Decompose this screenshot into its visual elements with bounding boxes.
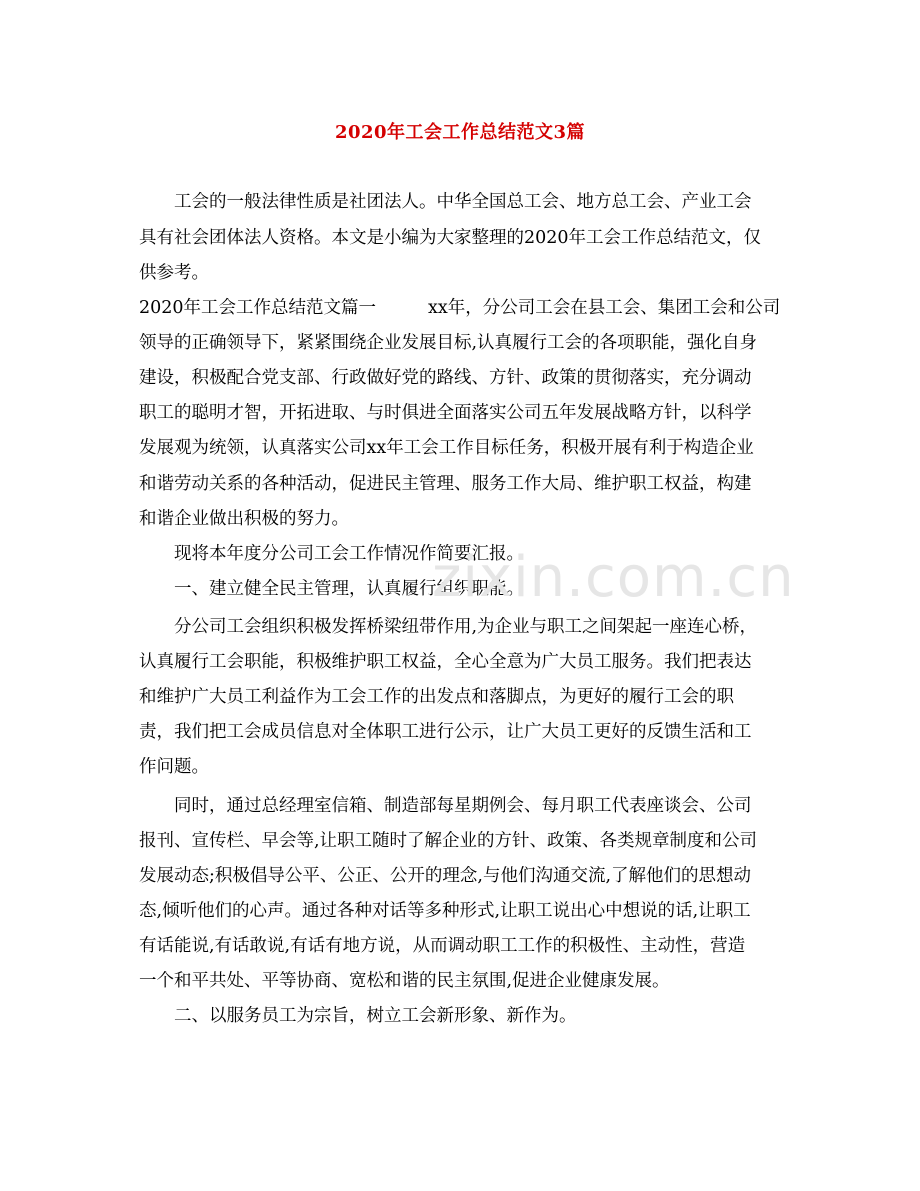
paragraph-line: 作问题。 <box>139 757 209 777</box>
paragraph-line: 发展动态;积极倡导公平、公正、公开的理念,与他们沟通交流,了解他们的思想动 <box>139 866 752 886</box>
paragraph-line: 工会的一般法律性质是社团法人。中华全国总工会、地方总工会、产业工会 <box>174 192 752 212</box>
paragraph-line: 有话能说,有话敢说,有话有地方说，从而调动职工工作的积极性、主动性，营造 <box>139 936 746 956</box>
paragraph-line: 领导的正确领导下，紧紧围绕企业发展目标,认真履行工会的各项职能，强化自身 <box>139 333 758 353</box>
paragraph-line: 同时，通过总经理室信箱、制造部每星期例会、每月职工代表座谈会、公司 <box>174 796 752 816</box>
paragraph-line: 和维护广大员工利益作为工会工作的出发点和落脚点，为更好的履行工会的职 <box>139 687 734 707</box>
paragraph-line: 和谐企业做出积极的努力。 <box>139 509 349 529</box>
paragraph-line: 态,倾听他们的心声。通过各种对话等多种形式,让职工说出心中想说的话,让职工 <box>139 901 751 921</box>
paragraph-line: 发展观为统领，认真落实公司xx年工会工作目标任务，积极开展有利于构造企业 <box>139 438 754 458</box>
paragraph-line: 现将本年度分公司工会工作情况作简要汇报。 <box>174 544 524 564</box>
paragraph-line: 具有社会团体法人资格。本文是小编为大家整理的2020年工会工作总结范文，仅 <box>139 228 762 248</box>
paragraph-line: 分公司工会组织积极发挥桥梁纽带作用,为企业与职工之间架起一座连心桥， <box>174 617 758 637</box>
watermark: zixin.com.cn <box>432 545 795 610</box>
paragraph-line: 报刊、宣传栏、早会等,让职工随时了解企业的方针、政策、各类规章制度和公司 <box>139 831 758 851</box>
paragraph-line: 认真履行工会职能，积极维护职工权益，全心全意为广大员工服务。我们把表达 <box>139 652 752 672</box>
paragraph-line: 职工的聪明才智，开拓进取、与时俱进全面落实公司五年发展战略方针，以科学 <box>139 403 752 423</box>
paragraph-text: xx年，分公司工会在县工会、集团工会和公司 <box>428 298 781 318</box>
paragraph-line: 供参考。 <box>139 263 209 283</box>
paragraph-line: 建设，积极配合党支部、行政做好党的路线、方针、政策的贯彻落实，充分调动 <box>139 368 752 388</box>
document-title: 2020年工会工作总结范文3篇 <box>334 122 586 143</box>
paragraph-line: 一个和平共处、平等协商、宽松和谐的民主氛围,促进企业健康发展。 <box>139 971 670 991</box>
section-heading: 一、建立健全民主管理，认真履行组织职能。 <box>174 579 524 599</box>
paragraph-line: 责，我们把工会成员信息对全体职工进行公示，让广大员工更好的反馈生活和工 <box>139 722 752 742</box>
section-heading: 二、以服务员工为宗旨，树立工会新形象、新作为。 <box>174 1006 577 1026</box>
paragraph-line: 和谐劳动关系的各种活动，促进民主管理、服务工作大局、维护职工权益，构建 <box>139 474 752 494</box>
section-heading: 2020年工会工作总结范文篇一 <box>139 298 377 318</box>
section-heading-line <box>139 296 780 320</box>
